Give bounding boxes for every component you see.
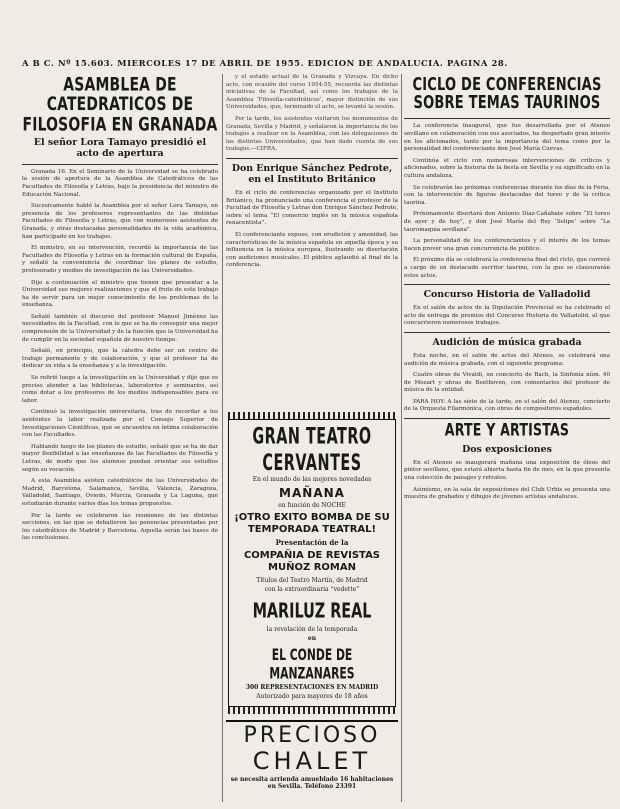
- headline-arte: ARTE Y ARTISTAS: [444, 421, 570, 441]
- paragraph: Esta noche, en el salón de actos del Ateneo, se celebrará una audición de música grabada, con el siguiente programa:: [404, 352, 610, 367]
- paragraph: A esta Asamblea asisten catedráticos de las Universidades de Madrid, Barcelona, Salamanca, Sevilla, Valencia, Zaragoza, Valladolid, Santiago, Oviedo, Murcia, Granada y La Laguna, que estudiarán durante varios días los temas propuestos.: [22, 478, 218, 507]
- paragraph: La conferencia inaugural, que fue desarrollada por el Ateneo sevillano en colaboración con sus asociados, ha despertado gran interés en los aficionados, tanto por la importancia del tema como por la personalidad del conferenciante don José María Cuevas.: [404, 123, 610, 153]
- ad-slogan: ¡OTRO EXITO BOMBA DE SU TEMPORADA TEATRAL!: [234, 512, 390, 535]
- chalet-word-1: PRECIOSO: [226, 720, 398, 748]
- paragraph: y el estado actual de la Granada y Vizcaya. En dicho acto, con ocasión del curso 1954-55, recuerda las distintas iniciativas de la Facultad, así como los trabajos de la Asamblea ‘Filosofía-catedráticos’, mayor distinción de sus Universidades, que, terminado el acto, se levantó la sesión.: [226, 74, 398, 111]
- rule: [404, 418, 610, 419]
- page-header: A B C. Nº 15.603. MIERCOLES 17 DE ABRIL DE 1955. EDICION DE ANDALUCIA. PAGINA 28.: [22, 58, 508, 68]
- paragraph: Por la tarde, los asistentes visitaron los monumentos de Granada, Sevilla y Madrid, y señalaron la importancia de los trabajos a realizar en la Asamblea, con las delegaciones de las distintas Universidades, que han dado cuenta de sus trabajos.—CIFRA.: [226, 115, 398, 153]
- paragraph: La personalidad de los conferenciantes y el interés de los temas hacen prever una gran concurrencia de público.: [404, 238, 610, 252]
- paragraph: Dijo a continuación el ministro que tienen que presentar a la Universidad sus mejores realizaciones y que el fruto de este trabajo ha de servir para un mejor conocimiento de los problemas de la enseñanza.: [22, 279, 218, 309]
- paragraph: Señaló, en principio, que la cátedra debe ser un centro de trabajo permanente y de colaboración, y que el profesor ha de dedicar su vida a la enseñanza y a la investigación.: [22, 348, 218, 370]
- paragraph: Granada 16. En el Seminario de la Universidad se ha celebrado la sesión de apertura de la Asamblea de Catedráticos de las Facultades de Filosofía y Letras, bajo la presidencia del ministro de Educación Nacional.: [22, 168, 218, 198]
- paragraph: Por la tarde se celebraron las reuniones de las distintas secciones, en las que se debatieron las ponencias presentadas por los catedráticos de Madrid y Barcelona. Aquella serán las bases de las conclusiones.: [22, 512, 218, 542]
- paragraph: Asimismo, en la sala de exposiciones del Club Urbis se presenta una muestra de grabados y dibujos de jóvenes artistas andaluces.: [404, 486, 610, 501]
- show-title: EL CONDE DE MANZANARES: [269, 645, 355, 682]
- headline-taurinos: CICLO DE CONFERENCIAS SOBRE TEMAS TAURINOS: [412, 75, 602, 114]
- in-label: en: [307, 635, 317, 642]
- ad-intro: En el mundo de las mejores novedades: [252, 476, 372, 483]
- subhead-lora-tamayo: El señor Lora Tamayo presidió el acto de apertura: [33, 136, 207, 159]
- paragraph: Próximamente disertará don Antonio Díaz-Cañabate sobre “El toreo de ayer y de hoy”, y don José María del Rey ‘Selipe’ sobre “La tauromaquia sevillana”.: [404, 211, 610, 233]
- column-divider: [401, 74, 402, 802]
- ad-presentation: Presentación de la: [275, 538, 349, 547]
- headline-audicion: Audición de música grabada: [432, 336, 582, 348]
- paragraph: Señaló también el discurso del profesor Manuel Jiménez las necesidades de la Facultad, con lo que se ha de conseguir una mejor comprensión de la Universidad y de la función que la Universidad ha de cumplir en la sociedad española de nuestro tiempo.: [22, 313, 218, 343]
- subhead-exposiciones: Dos exposiciones: [462, 443, 552, 455]
- age-note: Autorizado para mayores de 18 años: [256, 693, 368, 700]
- rule: [404, 332, 610, 333]
- paragraph: Continúa el ciclo con numerosas intervenciones de críticos y aficionados, sobre la historia de la fiesta en Sevilla y su significado en la cultura andaluza.: [404, 157, 610, 179]
- paragraph: PARA HOY: A las siete de la tarde, en el salón del Ateneo, concierto de la Orquesta Filarmónica, con obras de compositores españoles.: [404, 398, 610, 413]
- ad-day: MAÑANA: [279, 485, 345, 500]
- ad-border: [228, 412, 396, 419]
- paragraph: Se celebrarán las próximas conferencias durante los días de la Feria, con la intervención de figuras destacadas del toreo y de la crítica taurina.: [404, 184, 610, 206]
- headline-asamblea: ASAMBLEA DE CATEDRATICOS DE FILOSOFIA EN GRANADA: [22, 74, 218, 135]
- representations: 300 REPRESENTACIONES EN MADRID: [245, 683, 379, 691]
- revelation-note: la revelación de la temporada: [266, 625, 358, 633]
- paragraph: El conferenciante expuso, con erudición y amenidad, las características de la música española en aquella época y su influencia en la música europea, ilustrando su disertación con audiciones musicales. El público aplaudió al final de la conferencia.: [226, 231, 398, 269]
- paragraph: Se refirió luego a la investigación en la Universidad y dijo que es preciso atender a las bibliotecas, laboratorios y seminarios, así como dotar a los profesores de los medios indispensables para su labor.: [22, 375, 218, 404]
- paragraph: El próximo día se celebrará la conferencia final del ciclo, que correrá a cargo de un destacado escritor taurino, con la que se clausurarán estos actos.: [404, 257, 610, 279]
- rule: [404, 118, 610, 119]
- column-divider: [222, 74, 223, 802]
- chalet-text: se necesita arrienda amueblado 16 habitaciones en Sevilla. Teléfono 23391: [230, 775, 394, 790]
- headline-valladolid: Concurso Historia de Valladolid: [423, 289, 591, 301]
- paragraph: El ministro, en su intervención, recordó la importancia de las Facultades de Filosofía y Letras en la formación cultural de España, y señaló la conveniencia de coordinar los planes de estudio, profesorado y medios de investigación de las Universidades.: [22, 245, 218, 274]
- paragraph: Cuatro obras de Vivaldi, un concierto de Bach, la Sinfonía núm. 40 de Mozart y obras de Beethoven, con comentarios del profesor de música de la entidad.: [404, 372, 610, 394]
- article-taurinos: [404, 74, 610, 802]
- paragraph: En el ciclo de conferencias organizado por el Instituto Británico, ha pronunciado una conferencia el profesor de la Facultad de Filosofía y Letras don Enrique Sánchez Pedrote, sobre el tema “El comercio inglés en la música española renacentista”.: [226, 189, 398, 227]
- chalet-word-2: CHALET: [252, 746, 372, 775]
- rule: [22, 164, 218, 165]
- paragraph: En el salón de actos de la Diputación Provincial se ha celebrado el acto de entrega de premios del Concurso Historia de Valladolid, al que concurrieron numerosos trabajos.: [404, 305, 610, 327]
- star-name: MARILUZ REAL: [252, 597, 372, 623]
- theatre-note: Títulos del Teatro Martín, de Madrid: [256, 576, 368, 584]
- chalet-classified: [226, 720, 398, 791]
- ad-box: [228, 419, 396, 707]
- paragraph: Hablando luego de los planes de estudio, señaló que se ha de dar mayor flexibilidad a las enseñanzas de las Facultades de Filosofía y Letras, de modo que los alumnos puedan orientar sus estudios según su vocación.: [22, 443, 218, 473]
- article-asamblea: [22, 74, 218, 802]
- venue-name: GRAN TEATRO CERVANTES: [252, 422, 372, 476]
- paragraph: En el Ateneo se inaugurará mañana una exposición de óleos del pintor sevillano, que estará abierta hasta fin de mes, en la que presenta una colección de paisajes y retratos.: [404, 459, 610, 481]
- ad-time: en función de NOCHE: [278, 501, 346, 509]
- theatre-advertisement: [226, 412, 398, 802]
- star-note: con la extraordinaria “vedette”: [264, 586, 360, 593]
- rule: [226, 158, 398, 159]
- paragraph: Continuó la investigación universitaria, tras de recordar a los asistentes la labor realizada por el Consejo Superior de Investigaciones Científicas, que se encuentra en íntima colaboración con las Facultades.: [22, 409, 218, 439]
- rule: [404, 284, 610, 285]
- ad-border: [228, 707, 396, 714]
- headline-sanchez-pedrote: Don Enrique Sánchez Pedrote, en el Instituto Británico: [231, 162, 393, 185]
- paragraph: Sucesivamente habló la Asamblea por el señor Lora Tamayo, en presencia de los profesores representantes de las distintas Facultades de Filosofía y Letras, que con numerosos asistentes de Granada, y otras destacadas personalidades de la vida académica, han participado en los trabajos.: [22, 203, 218, 240]
- company-name: COMPAÑIA DE REVISTAS MUÑOZ ROMAN: [243, 549, 381, 573]
- article-continuation: [226, 74, 398, 408]
